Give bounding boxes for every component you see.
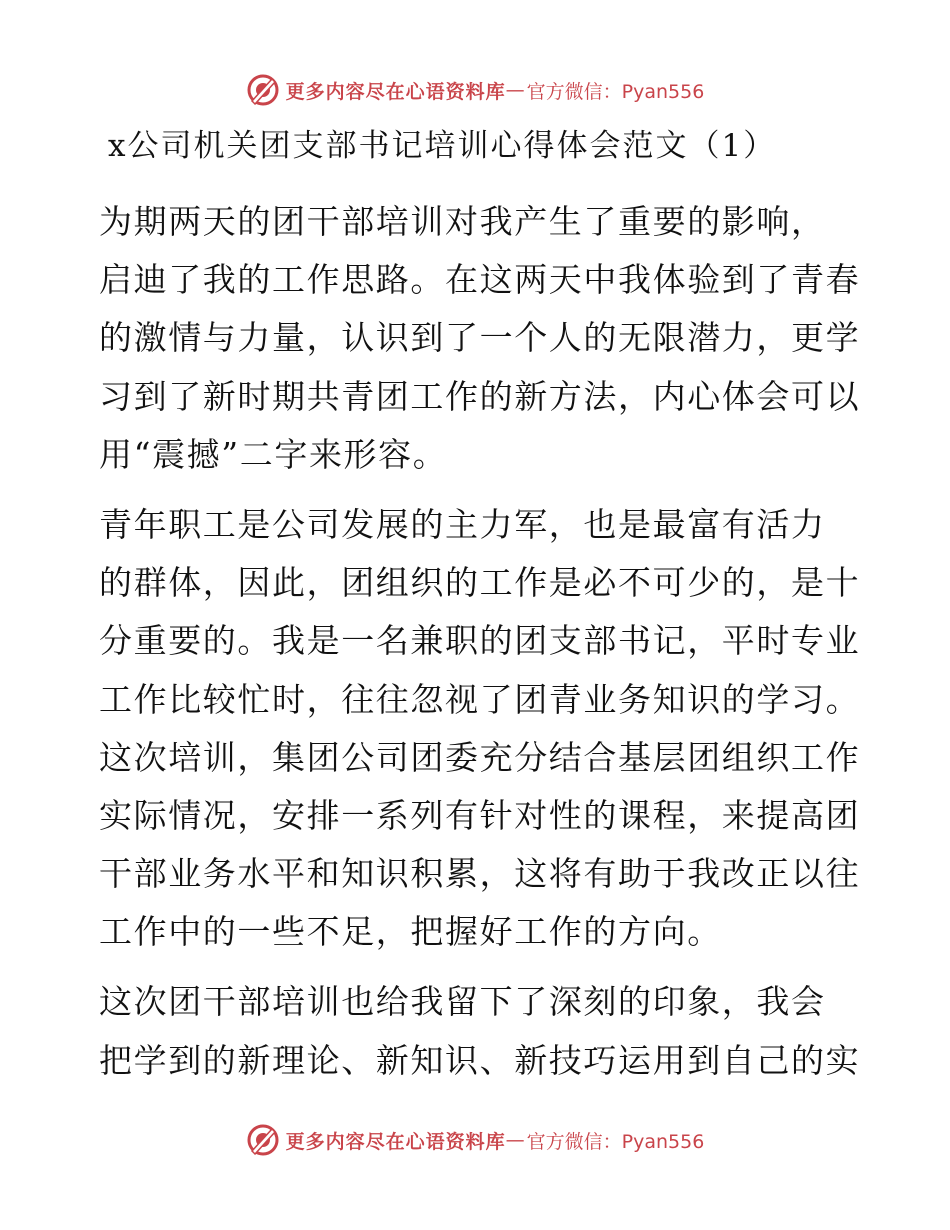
text-line: 用“震撼”二字来形容。 [99, 434, 448, 474]
text-line: 的激情与力量，认识到了一个人的无限潜力，更学 [99, 318, 861, 358]
footer-brand-text: 更多内容尽在心语资料库 [285, 1130, 506, 1153]
text-line: 启迪了我的工作思路。在这两天中我体验到了青春 [99, 260, 861, 300]
paragraph-1 [99, 193, 861, 484]
footer-separator: — [505, 1129, 525, 1151]
document-title: x公司机关团支部书记培训心得体会范文（1） [108, 128, 777, 164]
header-banner [0, 70, 950, 110]
text-line: 把学到的新理论、新知识、新技巧运用到自己的实 [99, 1040, 861, 1080]
footer-banner [0, 1120, 950, 1160]
text-line: 工作比较忙时，往往忽视了团青业务知识的学习。 [99, 679, 861, 719]
text-line: 为期两天的团干部培训对我产生了重要的影响， [99, 202, 826, 241]
text-line: 这次培训，集团公司团委充分结合基层团组织工作 [99, 737, 861, 777]
header-wechat-text: 官方微信：Pyan556 [526, 80, 705, 103]
paragraph-2 [99, 496, 861, 962]
text-line: 的群体，因此，团组织的工作是必不可少的，是十 [99, 563, 861, 603]
brand-logo-icon [246, 73, 280, 107]
text-line: 实际情况，安排一系列有针对性的课程，来提高团 [99, 795, 861, 835]
paragraph-gap [99, 484, 849, 496]
document-body [99, 193, 861, 1090]
text-line: 习到了新时期共青团工作的新方法，内心体会可以 [99, 376, 861, 416]
text-line: 分重要的。我是一名兼职的团支部书记，平时专业 [99, 621, 861, 661]
text-line: 这次团干部培训也给我留下了深刻的印象，我会 [99, 982, 826, 1022]
header-brand-text: 更多内容尽在心语资料库 [285, 80, 506, 103]
header-separator: — [505, 79, 525, 101]
brand-logo-icon [246, 1123, 280, 1157]
paragraph-gap [99, 961, 849, 973]
footer-wechat-text: 官方微信：Pyan556 [526, 1130, 705, 1153]
text-line: 干部业务水平和知识积累，这将有助于我改正以往 [99, 854, 861, 894]
text-line: 工作中的一些不足，把握好工作的方向。 [99, 912, 722, 952]
paragraph-3 [99, 973, 861, 1089]
text-line: 青年职工是公司发展的主力军，也是最富有活力 [99, 504, 826, 544]
